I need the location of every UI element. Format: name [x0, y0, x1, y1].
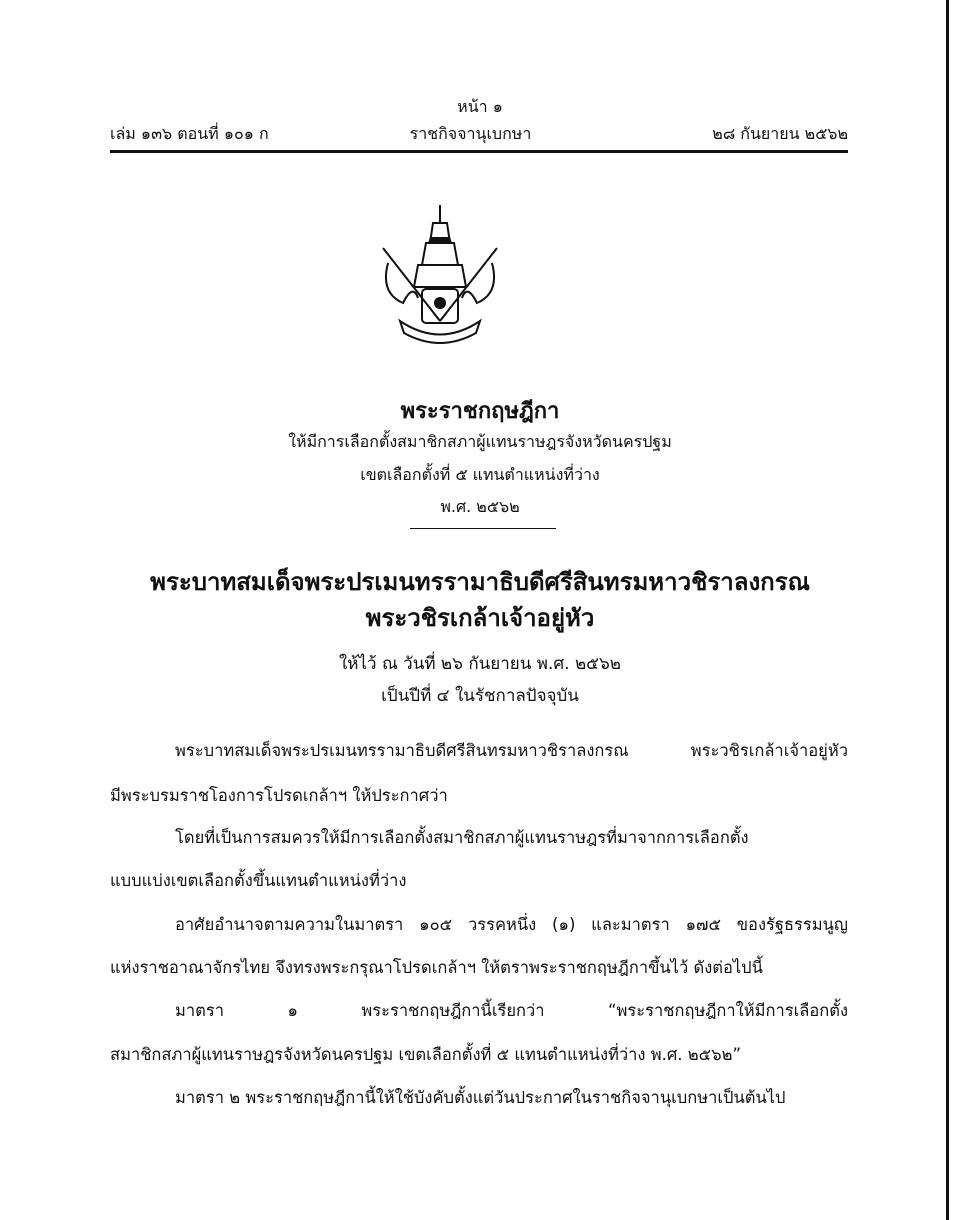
publication-date: ๒๘ กันยายน ๒๕๖๒	[712, 124, 848, 143]
body-line: โดยที่เป็นการสมควรให้มีการเลือกตั้งสมาชิกสภาผู้แทนราษฎรที่มาจากการเลือกตั้ง	[175, 828, 749, 847]
king-title: พระวชิรเกล้าเจ้าอยู่หัว	[365, 604, 595, 632]
reign-year: เป็นปีที่ ๔ ในรัชกาลปัจจุบัน	[381, 686, 579, 706]
body-line: อาศัยอำนาจตามความในมาตรา ๑๐๕ วรรคหนึ่ง (๑) และมาตรา ๑๗๕ ของรัฐธรรมนูญ	[175, 915, 848, 934]
body-line: มีพระบรมราชโองการโปรดเกล้าฯ ให้ประกาศว่า	[110, 786, 448, 805]
page-number: หน้า ๑	[457, 97, 503, 116]
volume-issue: เล่ม ๑๓๖ ตอนที่ ๑๐๑ ก	[110, 124, 269, 143]
body-line: พระบาทสมเด็จพระปรเมนทรรามาธิบดีศรีสินทรมหาวชิราลงกรณ พระวชิรเกล้าเจ้าอยู่หัว	[175, 741, 848, 760]
document-title: พระราชกฤษฎีกา	[400, 399, 560, 424]
body-line: แบบแบ่งเขตเลือกตั้งขึ้นแทนตำแหน่งที่ว่าง	[110, 871, 407, 890]
publication-name: ราชกิจจานุเบกษา	[409, 124, 532, 143]
document-year: พ.ศ. ๒๕๖๒	[440, 497, 520, 516]
header-rule	[110, 150, 848, 153]
document-subtitle-2: เขตเลือกตั้งที่ ๕ แทนตำแหน่งที่ว่าง	[360, 465, 600, 484]
section-2: มาตรา ๒ พระราชกฤษฎีกานี้ให้ใช้บังคับตั้งแต่วันประกาศในราชกิจจานุเบกษาเป็นต้นไป	[175, 1088, 786, 1107]
gazette-header	[110, 122, 848, 147]
document-subtitle: ให้มีการเลือกตั้งสมาชิกสภาผู้แทนราษฎรจังหวัดนครปฐม	[288, 432, 672, 451]
section-1-cont: สมาชิกสภาผู้แทนราษฎรจังหวัดนครปฐม เขตเลือกตั้งที่ ๕ แทนตำแหน่งที่ว่าง พ.ศ. ๒๕๖๒”	[110, 1045, 742, 1064]
section-1: มาตรา ๑ พระราชกฤษฎีกานี้เรียกว่า “พระราชกฤษฎีกาให้มีการเลือกตั้ง	[175, 1001, 848, 1020]
body-line: แห่งราชอาณาจักรไทย จึงทรงพระกรุณาโปรดเกล้าฯ ให้ตราพระราชกฤษฎีกาขึ้นไว้ ดังต่อไปนี้	[110, 958, 763, 977]
royal-emblem-icon	[378, 203, 502, 348]
king-name: พระบาทสมเด็จพระปรเมนทรรามาธิบดีศรีสินทรมหาวชิราลงกรณ	[150, 568, 810, 596]
given-date: ให้ไว้ ณ วันที่ ๒๖ กันยายน พ.ศ. ๒๕๖๒	[338, 654, 622, 674]
title-rule	[410, 528, 556, 529]
